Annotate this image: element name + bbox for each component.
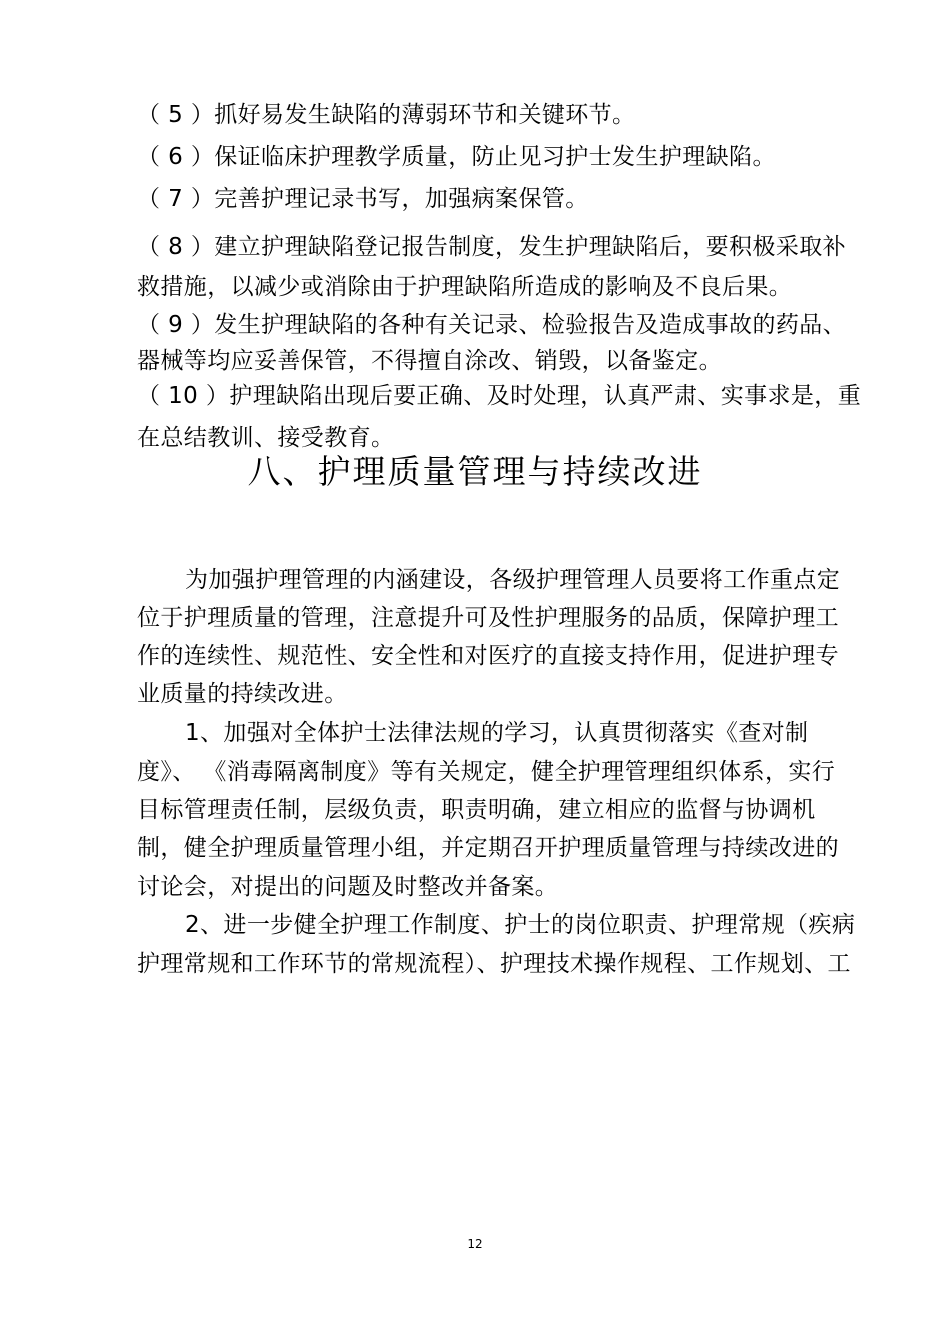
list-item-8-line-1: （ 8 ）建立护理缺陷登记报告制度，发生护理缺陷后，要积极采取补: [137, 234, 847, 260]
list-item-10-line-1: （ 10 ）护理缺陷出现后要正确、及时处理，认真严肃、实事求是，重: [137, 383, 862, 409]
list-item-9-line-2: 器械等均应妥善保管，不得擅自涂改、销毁，以备鉴定。: [137, 348, 722, 374]
paragraph-2-line-1: 1、加强对全体护士法律法规的学习，认真贯彻落实《查对制: [185, 720, 809, 746]
paragraph-2-line-4: 制，健全护理质量管理小组，并定期召开护理质量管理与持续改进的: [137, 835, 839, 861]
paragraph-2-line-2: 度》、 《消毒隔离制度》等有关规定，健全护理管理组织体系，实行: [137, 759, 836, 785]
list-item-9-line-1: （ 9 ）发生护理缺陷的各种有关记录、检验报告及造成事故的药品、: [137, 312, 847, 338]
section-heading: 八、护理质量管理与持续改进: [247, 452, 703, 491]
list-item-8-line-2: 救措施，以减少或消除由于护理缺陷所造成的影响及不良后果。: [137, 274, 793, 300]
list-item-7: （ 7 ）完善护理记录书写，加强病案保管。: [137, 186, 589, 212]
list-item-10-line-2: 在总结教训、接受教育。: [137, 425, 395, 451]
paragraph-1-line-3: 作的连续性、规范性、安全性和对医疗的直接支持作用，促进护理专: [137, 643, 839, 669]
list-item-5: （ 5 ）抓好易发生缺陷的薄弱环节和关键环节。: [137, 102, 636, 128]
paragraph-1-line-1: 为加强护理管理的内涵建设，各级护理管理人员要将工作重点定: [185, 567, 841, 593]
paragraph-3-line-2: 护理常规和工作环节的常规流程）、护理技术操作规程、工作规划、工: [137, 951, 851, 977]
paragraph-1-line-4: 业质量的持续改进。: [137, 681, 348, 707]
list-item-6: （ 6 ）保证临床护理教学质量，防止见习护士发生护理缺陷。: [137, 144, 776, 170]
paragraph-1-line-2: 位于护理质量的管理，注意提升可及性护理服务的品质，保障护理工: [137, 605, 839, 631]
paragraph-2-line-3: 目标管理责任制，层级负责，职责明确，建立相应的监督与协调机: [137, 797, 816, 823]
paragraph-3-line-1: 2、进一步健全护理工作制度、护士的岗位职责、护理常规（疾病: [185, 912, 856, 938]
paragraph-2-line-5: 讨论会，对提出的问题及时整改并备案。: [137, 874, 559, 900]
page-number: 12: [467, 1237, 483, 1251]
